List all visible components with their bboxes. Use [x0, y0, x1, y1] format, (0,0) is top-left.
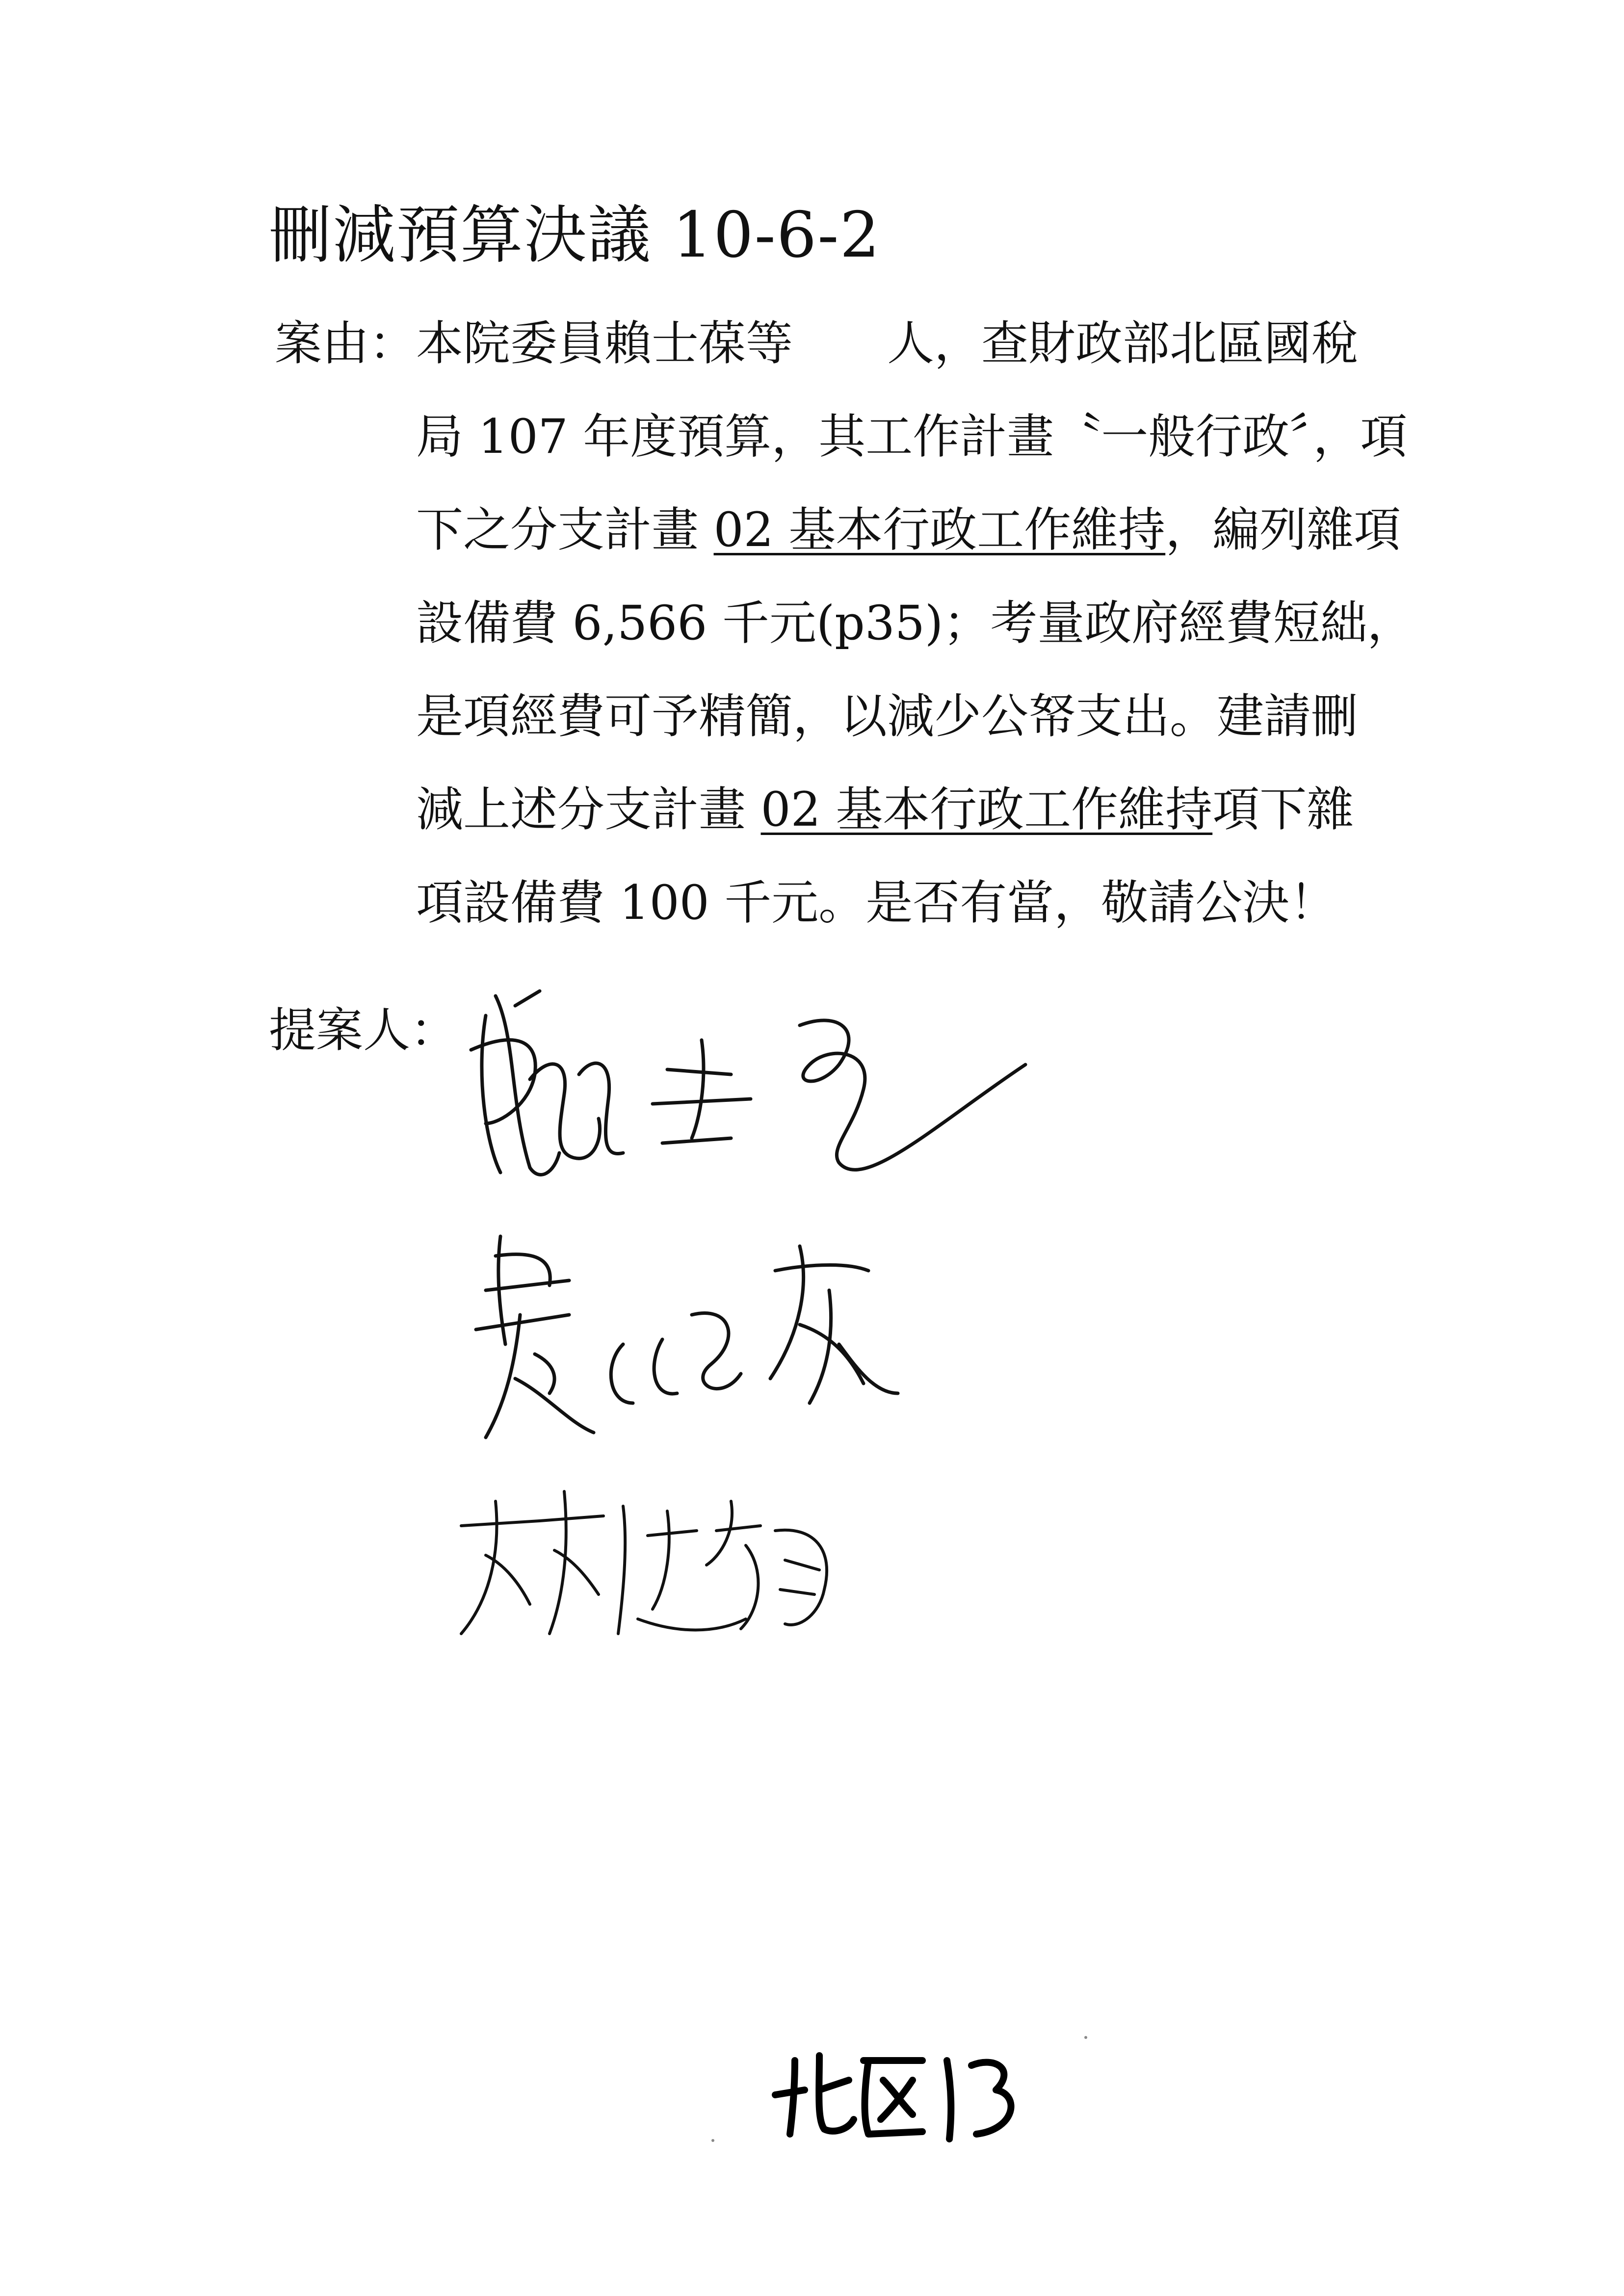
reason-line [416, 314, 1358, 373]
reason-text-segment: 是項經費可予精簡，以減少公帑支出。建請刪 [416, 689, 1358, 744]
reason-text-segment: 局 107 年度預算，其工作計畫〝一般行政〞，項 [416, 409, 1408, 464]
reason-text-segment: 設備費 6,566 千元(p35)；考量政府經費短絀， [416, 596, 1414, 651]
reason-text-segment: 項下雜 [1212, 782, 1354, 837]
scan-speck [1084, 2036, 1087, 2039]
reason-line [416, 780, 1354, 839]
reason-text-segment: 項設備費 100 千元。是否有當，敬請公決！ [416, 875, 1337, 930]
reason-text-segment: 減上述分支計畫 [416, 782, 761, 837]
underlined-plan-name: 02 基本行政工作維持 [760, 782, 1213, 837]
signature-2 [456, 1217, 927, 1452]
signature-1 [456, 976, 1035, 1202]
proposer-label: 提案人： [269, 1003, 457, 1058]
reason-line [416, 687, 1358, 746]
reason-text-segment: ，編列雜項 [1165, 502, 1401, 557]
document-title: 刪減預算決議 10-6-2 [269, 199, 881, 272]
signature-3 [442, 1472, 883, 1648]
page-mark [765, 2041, 1021, 2149]
reason-text-segment: 本院委員賴士葆等 人，查財政部北區國稅 [416, 316, 1358, 371]
reason-line [416, 500, 1401, 559]
underlined-plan-name: 02 基本行政工作維持 [713, 502, 1166, 557]
reason-line [416, 407, 1407, 466]
reason-text-segment: 下之分支計畫 [416, 502, 714, 557]
scan-speck [711, 2139, 714, 2142]
reason-line [416, 594, 1414, 652]
reason-line [416, 873, 1336, 932]
reason-label: 案由： [275, 316, 416, 371]
